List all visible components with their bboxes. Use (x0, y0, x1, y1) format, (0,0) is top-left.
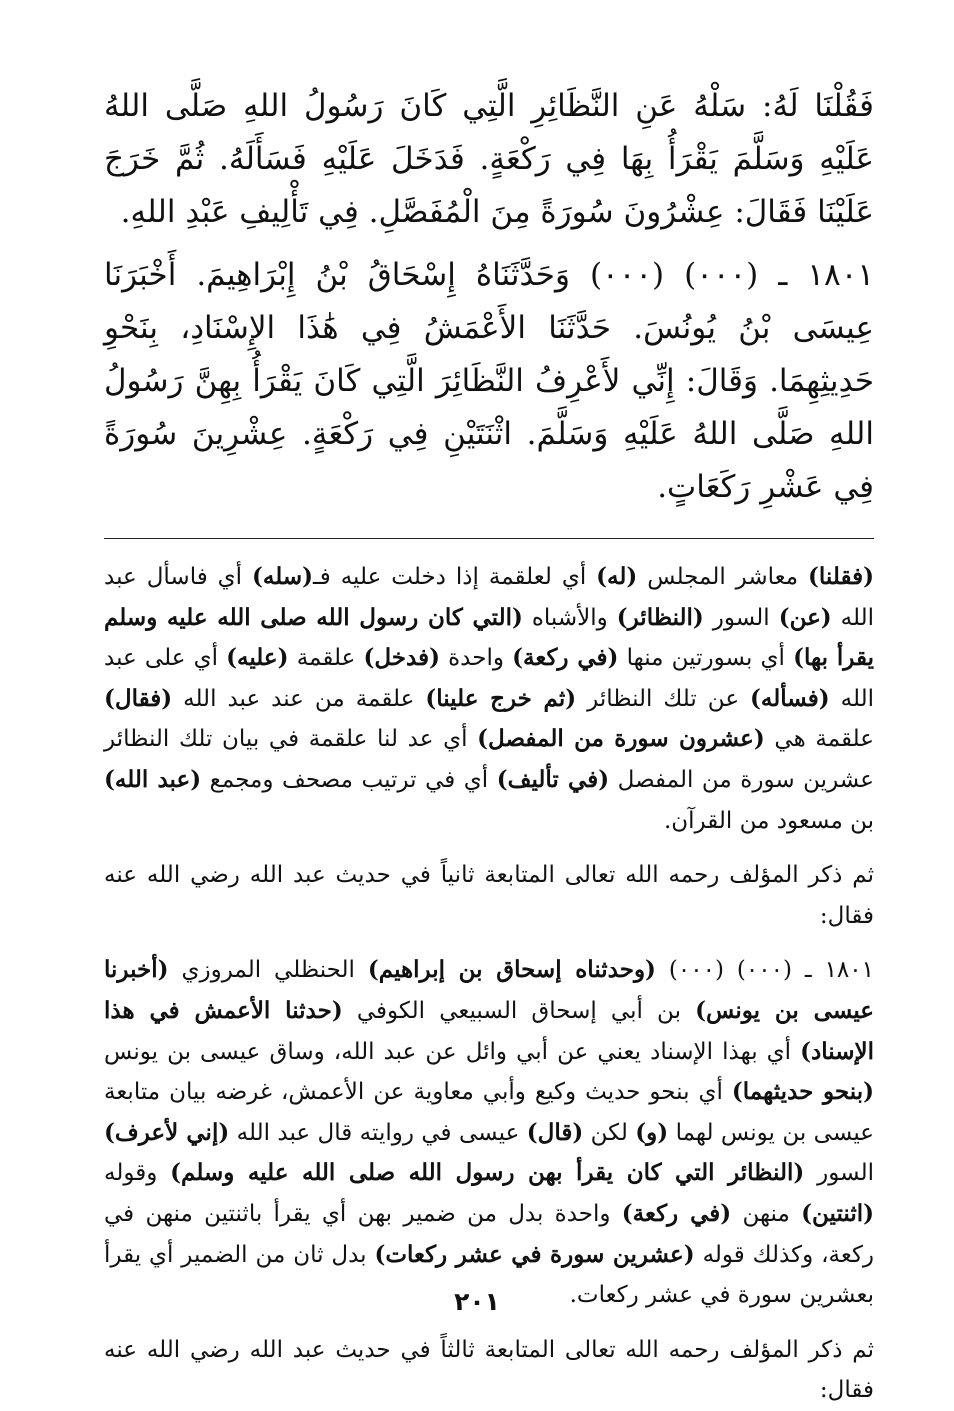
commentary-quoted-text: (فقال) (104, 684, 173, 712)
hadith-text-continuation: فَقُلْنَا لَهُ: سَلْهُ عَنِ النَّظَائِرِ الَّتِي كَانَ رَسُولُ اللهِ صَلَّى اللهُ عَلَيْهِ وَسَلَّمَ يَقْرَأُ بِهَا فِي رَكْعَةٍ. فَدَخَلَ عَلَيْهِ فَسَأَلَهُ. ثُمَّ خَرَجَ عَلَيْنَا فَقَالَ: عِشْرُونَ سُورَةً مِنَ الْمُفَصَّلِ. فِي تَأْلِيفِ عَبْدِ اللهِ. (104, 88, 874, 230)
commentary-quoted-text: (فدخل) (363, 644, 440, 672)
commentary-quoted-text: (عشرين سورة في عشر ركعات) (374, 1240, 695, 1268)
commentary-quoted-text: (عبد الله) (104, 765, 202, 793)
commentary-text: عيسى في روايته قال عبد الله (229, 1119, 527, 1146)
commentary-quoted-text: (قال) (526, 1118, 584, 1146)
commentary-paragraph (104, 950, 874, 1315)
commentary-text: واحدة (439, 645, 513, 672)
commentary-transition (104, 855, 874, 936)
commentary-text: ثم ذكر المؤلف رحمه الله تعالى المتابعة ثانياً في حديث عبد الله رضي الله عنه فقال: (104, 862, 874, 929)
commentary-quoted-text: (بنحو حديثهما) (731, 1078, 874, 1106)
commentary-text: أي في ترتيب مصحف ومجمع (201, 766, 497, 793)
hadith-text-1801: ١٨٠١ ـ (٠٠٠) (٠٠٠) وَحَدَّثَنَاهُ إِسْحَاقُ بْنُ إِبْرَاهِيمَ. أَخْبَرَنَا عِيسَى بْنُ يُونُسَ. حَدَّثَنَا الأَعْمَشُ فِي هَٰذَا الإِسْنَادِ، بِنَحْوِ حَدِيثِهِمَا. وَقَالَ: إِنِّي لأَعْرِفُ النَّظَائِرَ الَّتِي كَانَ يَقْرَأُ بِهِنَّ رَسُولُ اللهِ صَلَّى اللهُ عَلَيْهِ وَسَلَّمَ. اثْنَتَيْنِ فِي رَكْعَةٍ. عِشْرِينَ سُورَةً فِي عَشْرِ رَكَعَاتٍ. (104, 257, 874, 505)
commentary-text: السور (703, 604, 779, 631)
commentary-text: ١٨٠١ ـ (٠٠٠) (٠٠٠) (655, 957, 874, 984)
commentary-paragraph (104, 557, 874, 841)
commentary-quoted-text: (له) (596, 563, 638, 590)
commentary-text: عن تلك النظائر (576, 685, 751, 712)
commentary-quoted-text: (و) (635, 1118, 669, 1146)
commentary-text: ثم ذكر المؤلف رحمه الله تعالى المتابعة ثالثاً في حديث عبد الله رضي الله عنه فقال: (104, 1336, 874, 1404)
commentary-quoted-text: (في تأليف) (496, 765, 610, 793)
page-number: ٢٠١ (454, 1287, 500, 1316)
commentary-quoted-text: (وحدثناه إسحاق بن إبراهيم) (367, 956, 656, 984)
commentary-quoted-text: (في ركعة) (621, 1199, 732, 1227)
commentary-text: أي فاسأل عبد الله (104, 564, 875, 631)
commentary-quoted-text: (حدثنا الأعمش في هذا الإسناد) (104, 996, 874, 1065)
commentary-text: الحنظلي المروزي (168, 957, 368, 984)
commentary-text: واحدة بدل من ضمير بهن أي يقرأ باثنتين منهن في ركعة، وكذلك قوله (104, 1200, 875, 1268)
commentary-text: وقوله (104, 1160, 171, 1187)
commentary-quoted-text: (عشرون سورة من المفصل) (477, 725, 765, 753)
commentary-text: أي بهذا الإسناد يعني عن أبي وائل عن عبد الله، وساق عيسى بن يونس (104, 1038, 801, 1065)
commentary-text: أي لعلقمة إذا دخلت عليه فـ (313, 564, 597, 590)
commentary-quoted-text: (التي كان رسول الله صلى الله عليه وسلم يقرأ بها) (104, 603, 875, 672)
commentary-text: السور (804, 1160, 875, 1187)
commentary-quoted-text: (النظائر التي كان يقرأ بهن رسول الله صلى الله عليه وسلم) (170, 1159, 805, 1187)
commentary-transition (104, 1330, 874, 1411)
commentary-text: والأشباه (522, 604, 617, 631)
commentary-quoted-text: (النظائر) (616, 603, 704, 631)
footnote-divider (104, 538, 874, 539)
commentary-text: بن مسعود من القرآن. (663, 807, 874, 834)
commentary-quoted-text: (سله) (252, 563, 313, 590)
commentary-text: لكن (583, 1119, 636, 1146)
commentary-quoted-text: (في ركعة) (512, 644, 619, 672)
commentary-text: علقمة هي (764, 726, 874, 753)
commentary-quoted-text: (فقلنا) (808, 563, 874, 590)
commentary-text: علقمة (288, 645, 364, 672)
commentary-quoted-text: (عن) (778, 603, 832, 631)
commentary-text: بدل ثان من الضمير أي يقرأ بعشرين سورة في عشر ركعات. (104, 1241, 874, 1309)
commentary-text: علقمة من عند عبد الله (172, 685, 426, 712)
commentary-text: أي بنحو حديث وكيع وأبي معاوية عن الأعمش، غرضه بيان متابعة عيسى بن يونس لهما (104, 1079, 875, 1146)
commentary-text: أي عد لنا علقمة في بيان تلك النظائر عشرين سورة من المفصل (104, 726, 875, 793)
commentary-quoted-text: (أخبرنا عيسى بن يونس) (104, 956, 875, 1024)
commentary-quoted-text: (عليه) (226, 644, 289, 672)
commentary-quoted-text: (ثم خرج علينا) (425, 684, 577, 712)
page-content (104, 80, 874, 1411)
commentary-text: أي على عبد الله (104, 645, 874, 712)
commentary-text: أي بسورتين منها (618, 645, 794, 672)
commentary-text: معاشر المجلس (637, 564, 809, 590)
commentary-quoted-text: (إني لأعرف) (104, 1118, 230, 1146)
commentary-text: منهن (731, 1200, 802, 1227)
commentary-text: بن أبي إسحاق السبيعي الكوفي (342, 997, 696, 1024)
commentary-quoted-text: (فسأله) (750, 684, 830, 712)
commentary-quoted-text: (اثنتين) (801, 1199, 874, 1227)
